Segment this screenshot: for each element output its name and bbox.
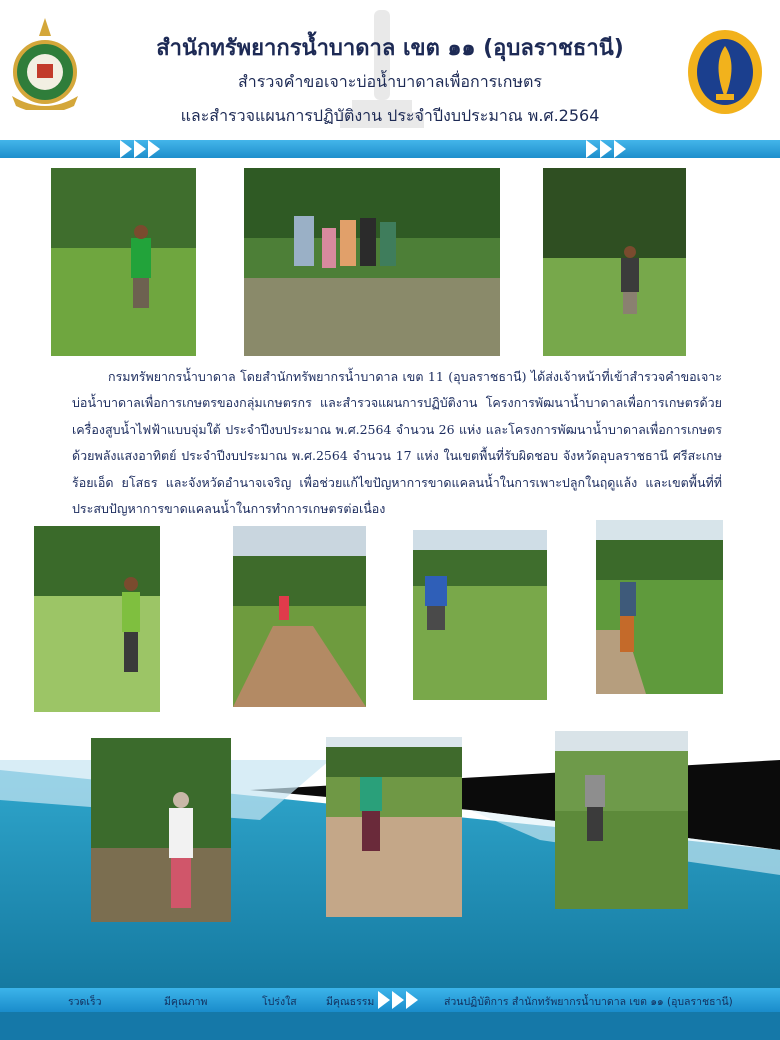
footer-value-2: มีคุณภาพ [164, 996, 208, 1008]
page-title: สำนักทรัพยากรน้ำบาดาล เขต ๑๑ (อุบลราชธานี) [156, 36, 624, 61]
field-photo [543, 168, 686, 356]
group-photo [244, 168, 500, 356]
footer-org: ส่วนปฏิบัติการ สำนักทรัพยากรน้ำบาดาล เขต ๑๑ (อุบลราชธานี) [444, 996, 733, 1008]
footer-value-4: มีคุณธรรม [326, 996, 375, 1008]
field-photo [413, 530, 547, 700]
chevron-right-icon [586, 140, 628, 158]
page-subtitle-2: และสำรวจแผนการปฏิบัติงาน ประจำปีงบประมาณ พ.ศ.2564 [180, 106, 600, 125]
page-subtitle: สำรวจคำขอเจาะบ่อน้ำบาดาลเพื่อการเกษตร [238, 72, 542, 91]
field-photo [596, 520, 723, 694]
field-photo [34, 526, 160, 712]
field-photo [51, 168, 196, 356]
groundwater-department-seal-icon [686, 28, 764, 116]
field-photo [91, 738, 231, 922]
provincial-seal-icon [6, 16, 84, 110]
footer-bar [0, 988, 780, 1012]
header-bar [0, 140, 780, 158]
field-photo [555, 731, 688, 909]
chevron-right-icon [378, 991, 420, 1009]
footer-value-1: รวดเร็ว [68, 996, 102, 1008]
field-photo [326, 737, 462, 917]
field-photo [233, 526, 366, 707]
footer-strip [0, 1012, 780, 1040]
body-paragraph: กรมทรัพยากรน้ำบาดาล โดยสำนักทรัพยากรน้ำบาดาล เขต 11 (อุบลราชธานี) ได้ส่งเจ้าหน้าที่เข้าสำรวจคำขอเจาะบ่อน้ำบาดาลเพื่อการเกษตรของกลุ่มเกษตรกร และสำรวจแผนการปฏิบัติงาน โครงการพัฒนาน้ำบาดาลเพื่อการเกษตรด้วยเครื่องสูบน้ำไฟฟ้าแบบจุ่มใต้ ประจำปีงบประมาณ พ.ศ.2564 จำนวน 26 แห่ง และโครงการพัฒนาน้ำบาดาลเพื่อการเกษตรด้วยพลังแสงอาทิตย์ ประจำปีงบประมาณ พ.ศ.2564 จำนวน 17 แห่ง ในเขตพื้นที่รับผิดชอบ จังหวัดอุบลราชธานี ศรีสะเกษ ร้อยเอ็ด ยโสธร และจังหวัดอำนาจเจริญ เพื่อช่วยแก้ไขปัญหาการขาดแคลนน้ำในการเพาะปลูกในฤดูแล้ง และเขตพื้นที่ที่ประสบปัญหาการขาดแคลนน้ำในการทำการเกษตรต่อเนื่อง [72, 369, 722, 517]
footer-value-3: โปร่งใส [262, 996, 297, 1008]
chevron-right-icon [120, 140, 162, 158]
